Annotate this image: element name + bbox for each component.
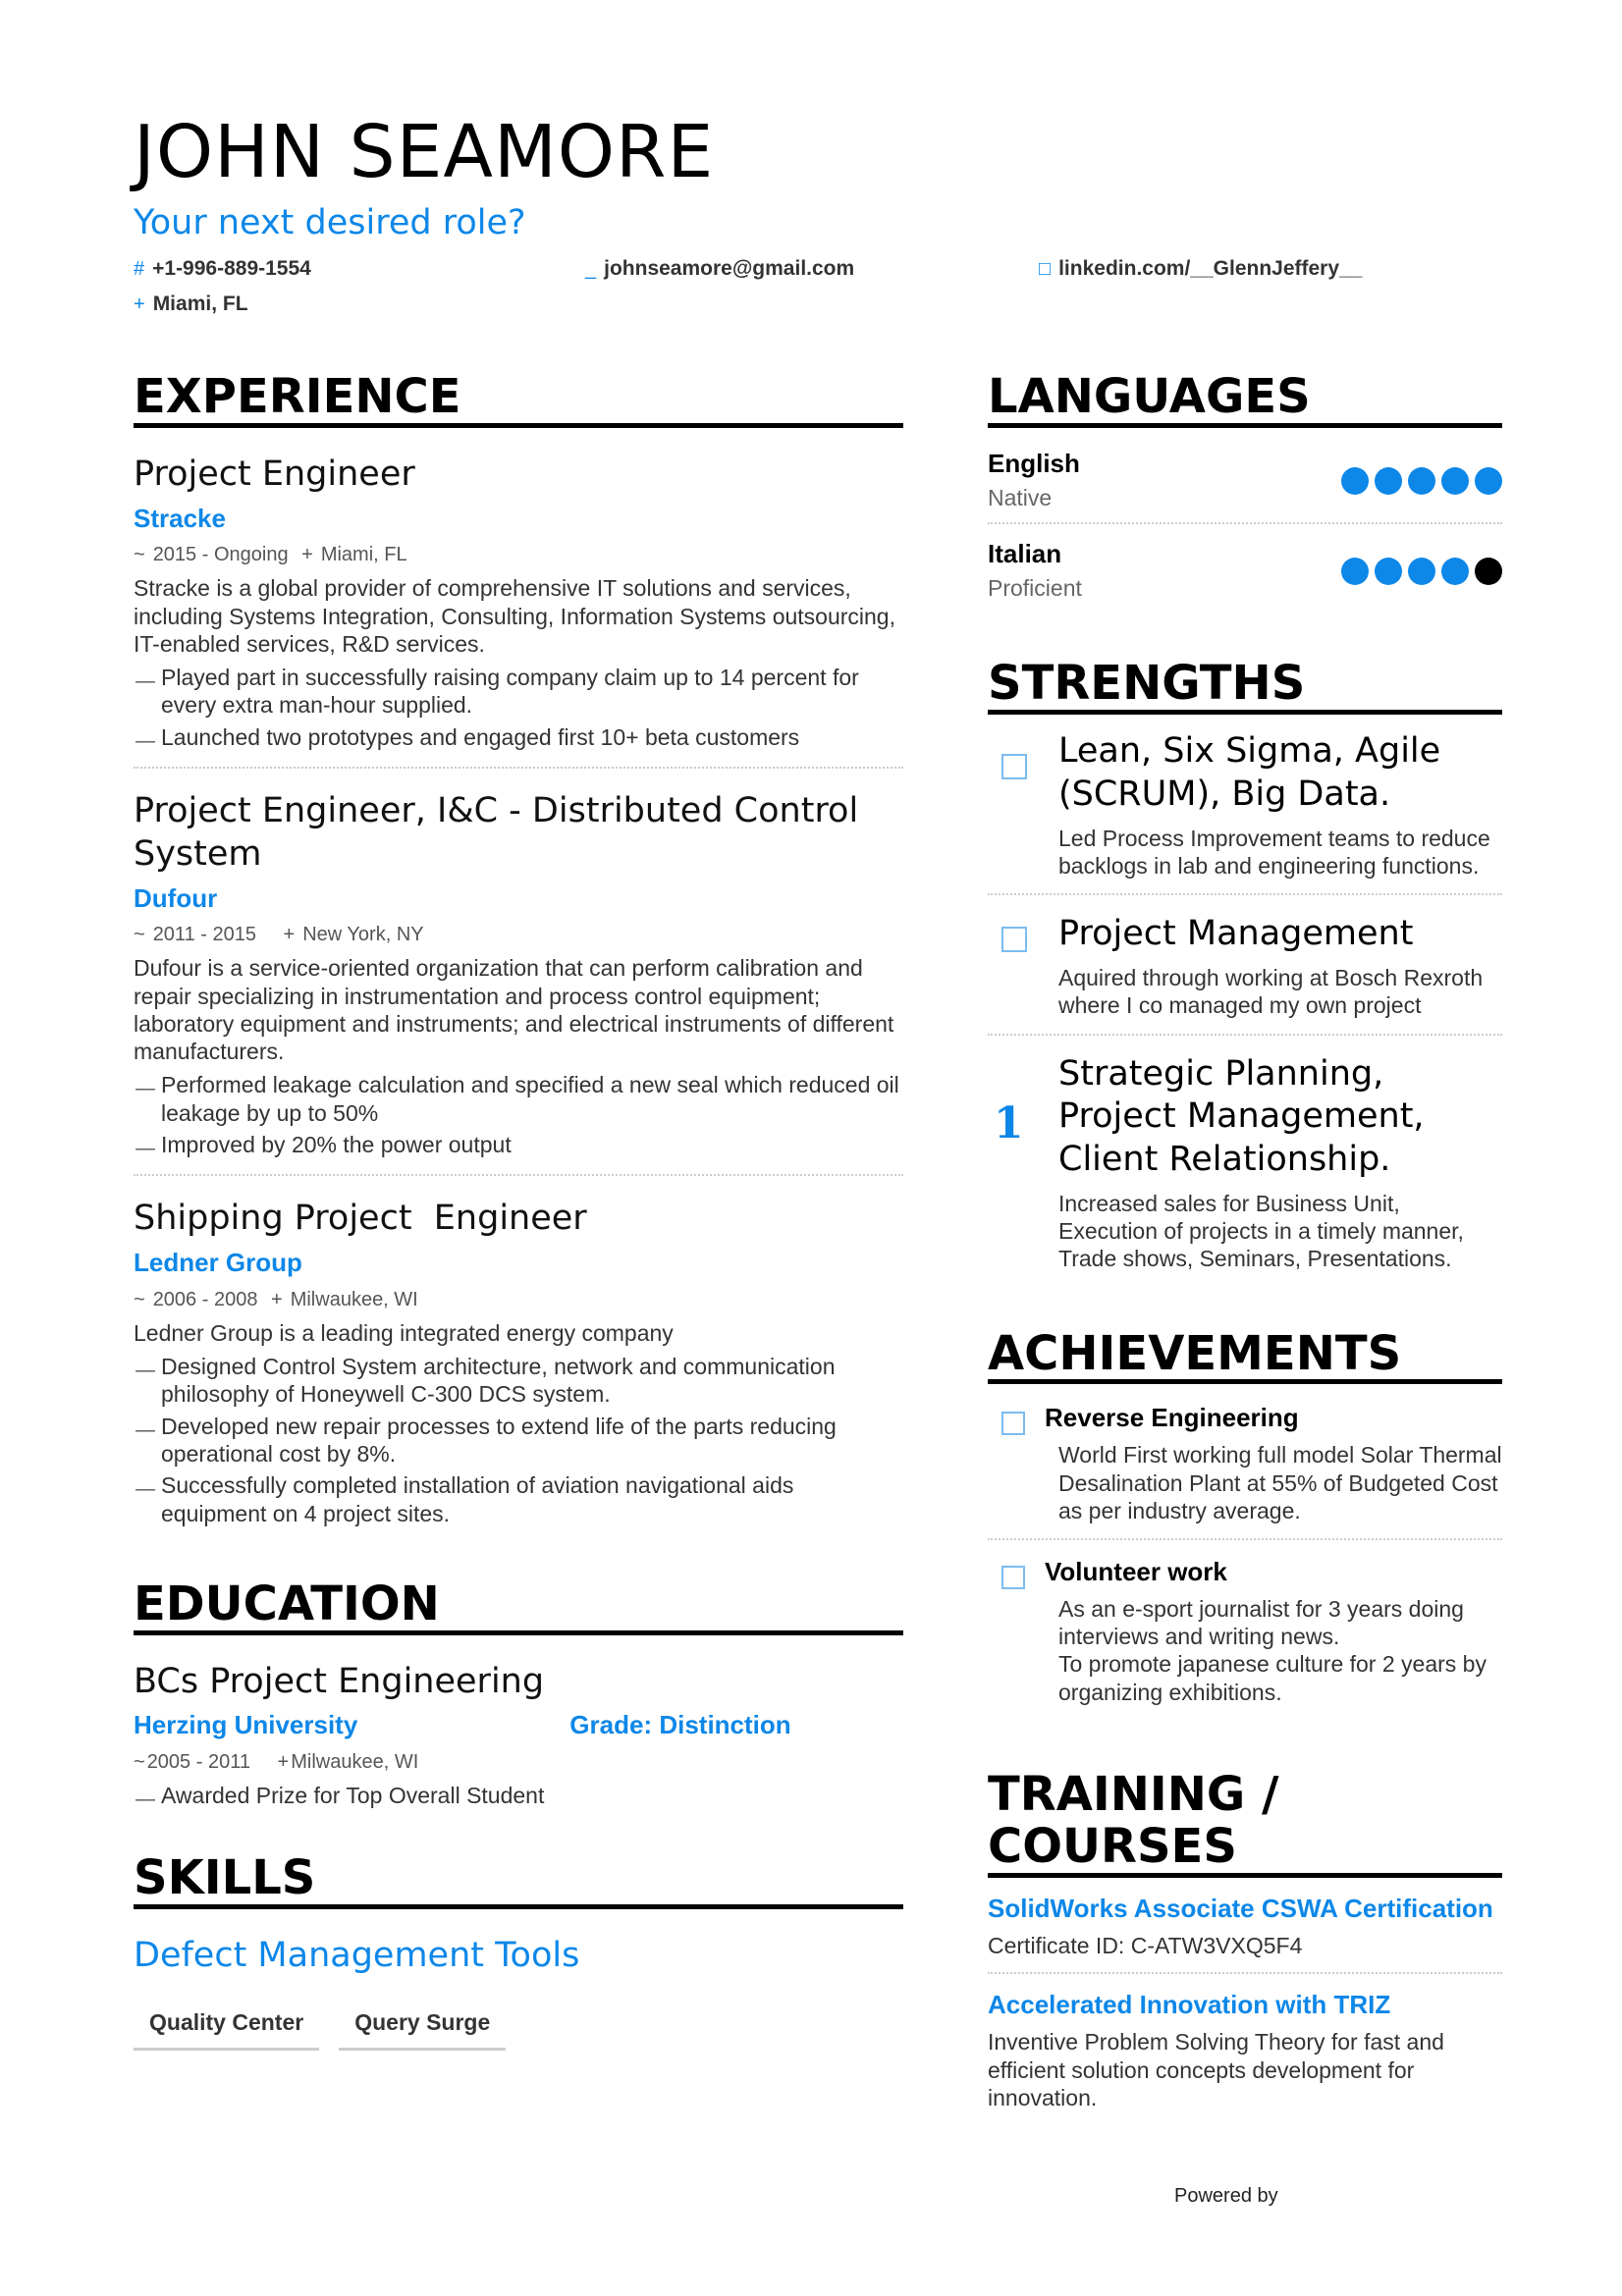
location-icon: + <box>301 544 313 566</box>
degree-title: BCs Project Engineering <box>134 1661 545 1701</box>
strength-title: Project Management <box>1058 914 1414 954</box>
rating-dot-filled <box>1408 558 1435 585</box>
experience-item <box>134 1198 903 1543</box>
rating-dot-filled <box>1341 558 1369 585</box>
grade: Grade: Distinction <box>569 1710 791 1740</box>
job-bullet: — Improved by 20% the power output <box>135 1132 512 1160</box>
language-level: Native <box>988 484 1053 510</box>
course-title: SolidWorks Associate CSWA Certification <box>988 1893 1493 1923</box>
dash-icon: — <box>135 1360 155 1382</box>
experience-heading: EXPERIENCE <box>134 371 903 428</box>
job-bullets <box>134 664 903 751</box>
contact-location <box>134 294 248 314</box>
job-bullet: — Developed new repair processes to extend life of the parts reducing operational cost by 8%. <box>135 1413 837 1467</box>
calendar-icon: ~ <box>134 1288 145 1310</box>
location-icon: + <box>277 1751 290 1774</box>
left-column <box>134 371 903 2051</box>
checkbox-icon <box>1001 754 1027 779</box>
skill-tag: Quality Center <box>134 2009 319 2051</box>
strengths-heading: STRENGTHS <box>988 658 1502 715</box>
job-bullet: — Played part in successfully raising company claim up to 14 percent for every extra man-hour supplied. <box>135 665 859 719</box>
dash-icon: — <box>135 1789 155 1811</box>
achievement-item <box>988 1402 1502 1540</box>
strength-item <box>988 730 1502 895</box>
language-item <box>988 448 1502 524</box>
contact-phone <box>134 258 311 279</box>
desired-role: Your next desired role? <box>134 203 526 242</box>
company-description: Stracke is a global provider of comprehensive IT solutions and services, including Systems Integration, Consulting, Information Systems outsourcing, IT-enabled services, R&D services. <box>134 575 895 657</box>
achievement-item <box>988 1556 1502 1720</box>
rating-dot-filled <box>1441 467 1469 495</box>
job-bullet: — Performed leakage calculation and specified a new seal which reduced oil leakage by up to 50% <box>135 1072 899 1126</box>
rating-dot-filled <box>1375 467 1402 495</box>
phone-text: +1-996-889-1554 <box>152 257 311 280</box>
education-bullet: — Awarded Prize for Top Overall Student <box>135 1783 545 1811</box>
contact-email[interactable] <box>585 258 854 279</box>
strength-description: Aquired through working at Bosch Rexroth where I co managed my own project <box>1058 965 1484 1019</box>
company-description: Ledner Group is a leading integrated energy company <box>134 1319 674 1346</box>
strength-item <box>988 1053 1502 1287</box>
course-item <box>988 1990 1502 2124</box>
course-item <box>988 1894 1502 1974</box>
job-title: Shipping Project Engineer <box>134 1199 587 1239</box>
course-description: Inventive Problem Solving Theory for fast and efficient solution concepts development for innovation. <box>988 2029 1444 2110</box>
language-rating <box>1335 558 1502 585</box>
achievement-description: As an e-sport journalist for 3 years doing interviews and writing news. To promote japanese culture for 2 years by organizing exhibitions. <box>1058 1595 1487 1705</box>
strength-title: Lean, Six Sigma, Agile (SCRUM), Big Data. <box>1058 731 1441 814</box>
email-icon: _ <box>585 258 597 280</box>
experience-item <box>134 790 903 1176</box>
checkbox-icon <box>1001 1566 1025 1589</box>
location-icon: + <box>283 924 296 946</box>
job-bullet: — Successfully completed installation of aviation navigational aids equipment on 4 project sites. <box>135 1472 794 1526</box>
company-name: Stracke <box>134 503 226 533</box>
language-level: Proficient <box>988 574 1082 601</box>
dash-icon: — <box>135 1078 155 1100</box>
job-bullets <box>134 1071 903 1158</box>
dash-icon: — <box>135 1418 155 1441</box>
checkbox-icon <box>1001 927 1027 952</box>
education-heading: EDUCATION <box>134 1578 903 1635</box>
rating-dot-filled <box>1475 467 1502 495</box>
phone-icon: # <box>134 258 145 280</box>
achievement-title: Volunteer work <box>1045 1557 1227 1587</box>
training-heading: TRAINING / COURSES <box>988 1769 1502 1878</box>
rating-dot-filled <box>1375 558 1402 585</box>
dash-icon: — <box>135 670 155 693</box>
linkedin-text[interactable]: linkedin.com/__GlennJeffery__ <box>1058 257 1363 280</box>
dash-icon: — <box>135 729 155 752</box>
rating-dot-filled <box>1341 467 1369 495</box>
link-icon: □ <box>1039 258 1052 280</box>
education-location: Milwaukee, WI <box>291 1751 419 1774</box>
job-location: New York, NY <box>302 924 424 946</box>
right-column <box>988 371 1502 2139</box>
company-name: Ledner Group <box>134 1248 302 1278</box>
achievement-title: Reverse Engineering <box>1045 1403 1299 1433</box>
school-name: Herzing University <box>134 1710 358 1740</box>
skill-tag: Query Surge <box>339 2009 506 2051</box>
job-bullet: — Designed Control System architecture, network and communication philosophy of Honeywell C-300 DCS system. <box>135 1354 836 1408</box>
strength-title: Strategic Planning, Project Management, Client Relationship. <box>1058 1053 1425 1180</box>
education-bullets <box>134 1782 903 1809</box>
job-meta <box>134 921 903 948</box>
company-name: Dufour <box>134 882 218 913</box>
dash-icon: — <box>135 1138 155 1160</box>
powered-by: Powered by <box>1174 2185 1278 2207</box>
skill-tags <box>134 2009 903 2051</box>
dash-icon: — <box>135 1478 155 1501</box>
email-text[interactable]: johnseamore@gmail.com <box>604 257 855 280</box>
job-dates: 2015 - Ongoing <box>152 544 289 566</box>
language-item <box>988 538 1502 613</box>
languages-heading: LANGUAGES <box>988 371 1502 428</box>
location-icon: + <box>271 1288 283 1310</box>
checkbox-icon <box>1001 1412 1025 1435</box>
language-name: Italian <box>988 539 1062 569</box>
course-description: Certificate ID: C-ATW3VXQ5F4 <box>988 1933 1303 1959</box>
strength-item <box>988 913 1502 1035</box>
calendar-icon: ~ <box>134 924 145 946</box>
location-text: Miami, FL <box>152 293 248 315</box>
rating-dot-filled <box>1408 467 1435 495</box>
strength-description: Increased sales for Business Unit, Execution of projects in a timely manner, Trade shows, Seminars, Presentations. <box>1058 1190 1464 1272</box>
number-one-icon: 1 <box>994 1097 1024 1148</box>
skills-heading: SKILLS <box>134 1852 903 1909</box>
language-rating <box>1335 467 1502 495</box>
achievement-description: World First working full model Solar Thermal Desalination Plant at 55% of Budgeted Cost as per industry average. <box>1058 1442 1502 1523</box>
language-name: English <box>988 448 1080 478</box>
education-item <box>134 1661 903 1810</box>
calendar-icon: ~ <box>134 544 145 566</box>
experience-item <box>134 454 903 769</box>
calendar-icon: ~ <box>134 1751 145 1774</box>
job-location: Milwaukee, WI <box>290 1288 418 1310</box>
course-title: Accelerated Innovation with TRIZ <box>988 1989 1391 2019</box>
strength-description: Led Process Improvement teams to reduce backlogs in lab and engineering functions. <box>1058 825 1490 879</box>
job-location: Miami, FL <box>320 544 407 566</box>
job-dates: 2011 - 2015 <box>152 924 256 946</box>
education-meta <box>134 1748 903 1776</box>
education-dates: 2005 - 2011 <box>146 1751 250 1774</box>
rating-dot-empty <box>1475 558 1502 585</box>
job-title: Project Engineer <box>134 454 415 494</box>
job-meta <box>134 541 903 568</box>
company-description: Dufour is a service-oriented organization that can perform calibration and repair specializing in instrumentation and process control equipment; laboratory equipment and instruments; and electrical instruments of different manufacturers. <box>134 955 894 1065</box>
job-dates: 2006 - 2008 <box>152 1288 258 1310</box>
rating-dot-filled <box>1441 558 1469 585</box>
contact-linkedin[interactable] <box>1039 258 1362 279</box>
education-school-row <box>134 1709 903 1742</box>
location-icon: + <box>134 294 145 315</box>
job-bullets <box>134 1353 903 1527</box>
resume-name: JOHN SEAMORE <box>134 110 715 194</box>
job-meta <box>134 1286 903 1313</box>
skill-group-title: Defect Management Tools <box>134 1936 580 1976</box>
job-bullet: — Launched two prototypes and engaged first 10+ beta customers <box>135 723 800 752</box>
job-title: Project Engineer, I&C - Distributed Control System <box>134 791 859 874</box>
achievements-heading: ACHIEVEMENTS <box>988 1328 1502 1385</box>
